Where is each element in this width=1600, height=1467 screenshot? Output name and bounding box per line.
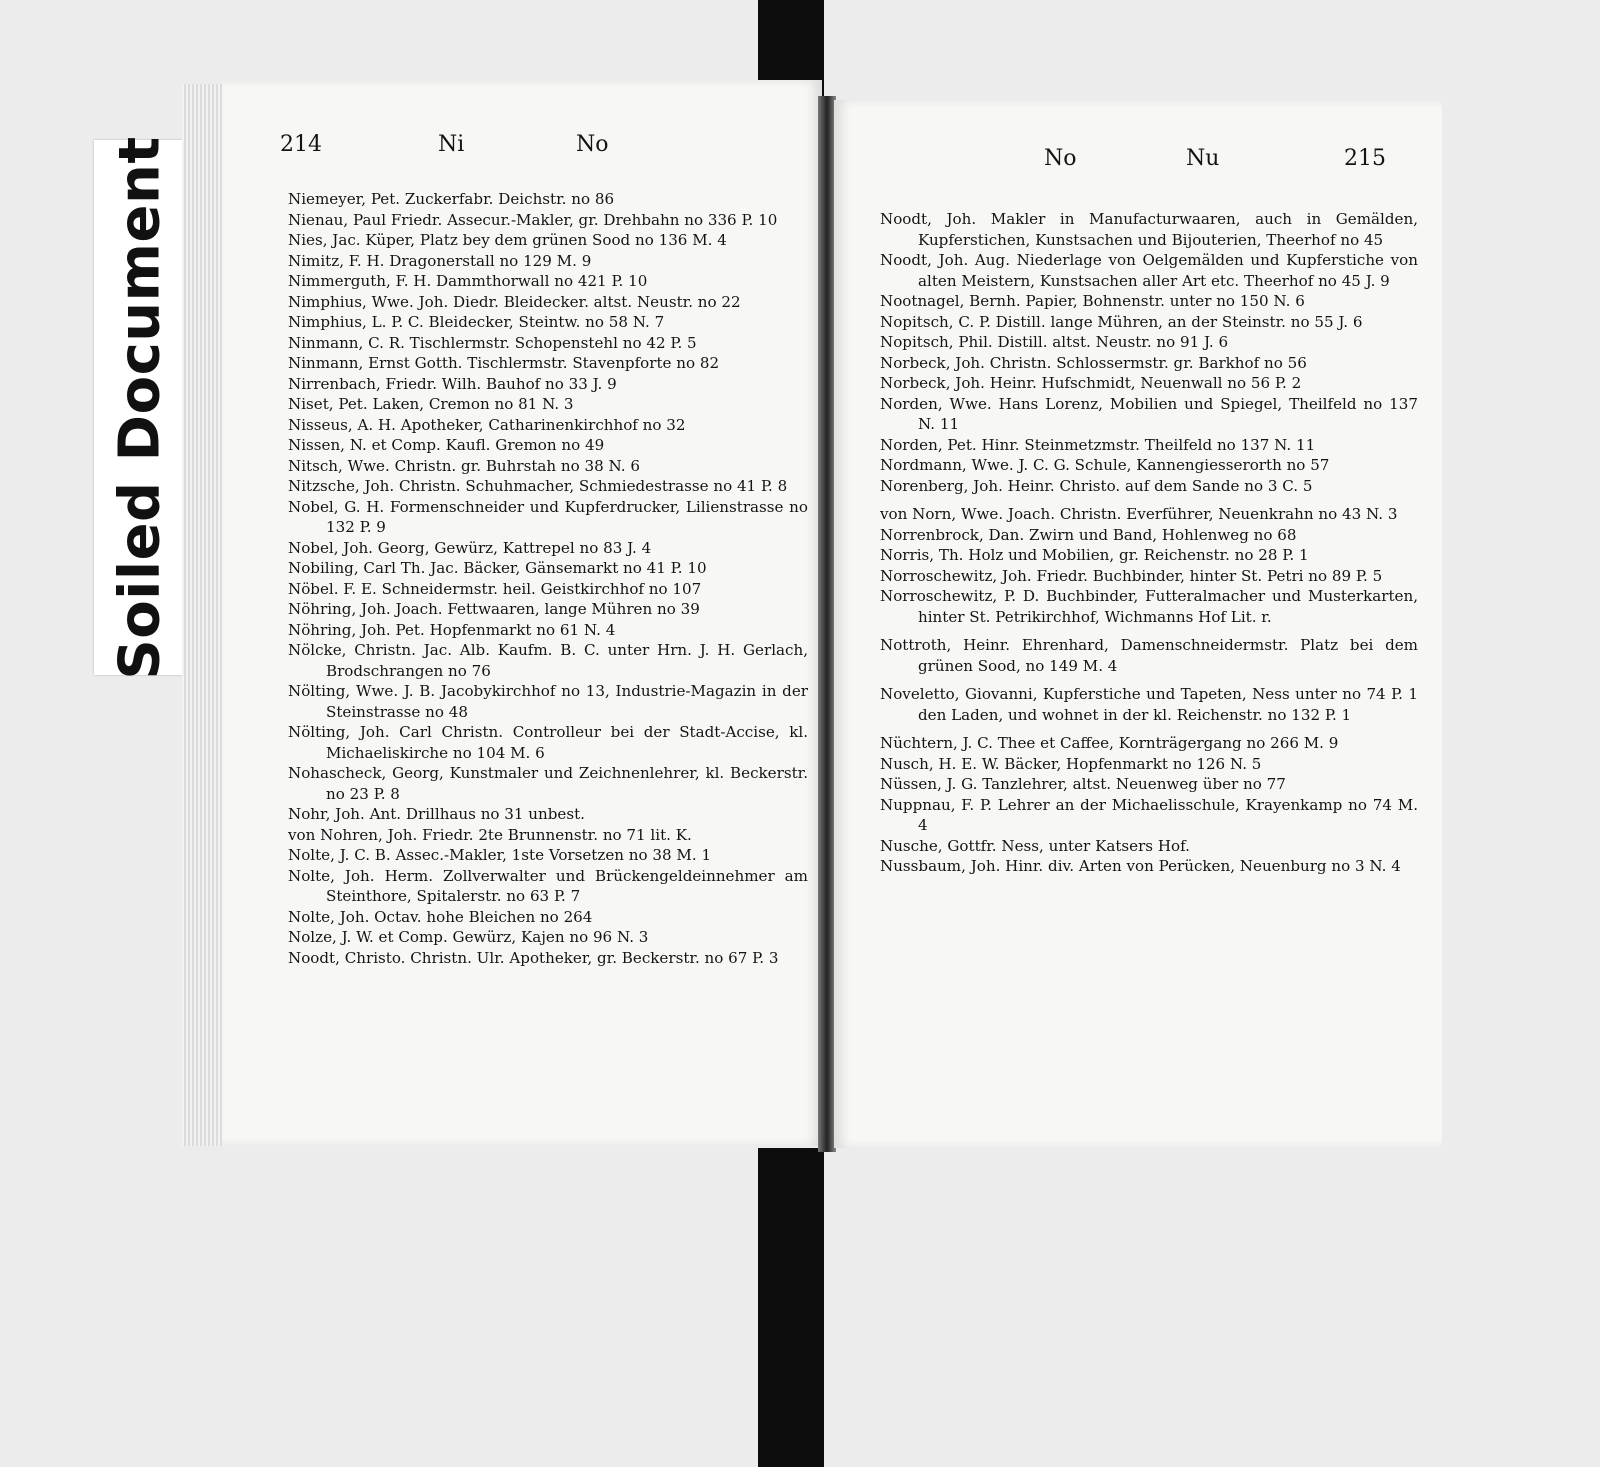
directory-entry: Norroschewitz, P. D. Buchbinder, Futteralmacher und Musterkarten, hinter St. Petrikirchhof, Wichmanns Hof Lit. r. — [880, 587, 1418, 626]
directory-entry: Nussbaum, Joh. Hinr. div. Arten von Perücken, Neuenburg no 3 N. 4 — [880, 857, 1401, 875]
left-page — [222, 80, 822, 1146]
directory-entry: Nölting, Wwe. J. B. Jacobykirchhof no 13, Industrie-Magazin in der Steinstrasse no 48 — [288, 682, 808, 721]
directory-entry: Nolte, Joh. Herm. Zollverwalter und Brückengeldeinnehmer am Steinthore, Spitalerstr. no 63 P. 7 — [288, 866, 808, 905]
left-header-to: No — [576, 132, 609, 157]
right-page-header — [834, 146, 1442, 192]
right-header-to: Nu — [1186, 146, 1220, 171]
right-header-from: No — [1044, 146, 1077, 171]
left-header-from: Ni — [438, 132, 465, 157]
directory-entry: Nöhring, Joh. Pet. Hopfenmarkt no 61 N. 4 — [288, 620, 616, 639]
directory-entry: Nolte, J. C. B. Assec.-Makler, 1ste Vorsetzen no 38 M. 1 — [288, 846, 712, 864]
directory-entry: Nootnagel, Bernh. Papier, Bohnenstr. unter no 150 N. 6 — [880, 292, 1305, 310]
directory-entry: Nottroth, Heinr. Ehrenhard, Damenschneidermstr. Platz bei dem grünen Sood, no 149 M. 4 — [880, 636, 1418, 675]
directory-entry: Nienau, Paul Friedr. Assecur.-Makler, gr. Drehbahn no 336 P. 10 — [288, 210, 778, 229]
directory-entry: Nimphius, Wwe. Joh. Diedr. Bleidecker. altst. Neustr. no 22 — [288, 292, 741, 311]
directory-entry: Nies, Jac. Küper, Platz bey dem grünen Sood no 136 M. 4 — [288, 231, 727, 249]
directory-entry: Nölcke, Christn. Jac. Alb. Kaufm. B. C. unter Hrn. J. H. Gerlach, Brodschrangen no 76 — [288, 641, 808, 680]
directory-entry: Noodt, Joh. Makler in Manufacturwaaren, auch in Gemälden, Kupferstichen, Kunstsachen und Bijouterien, Theerhof no 45 — [880, 210, 1418, 249]
directory-entry: Nirrenbach, Friedr. Wilh. Bauhof no 33 J. 9 — [288, 374, 617, 393]
directory-entry: Nobiling, Carl Th. Jac. Bäcker, Gänsemarkt no 41 P. 10 — [288, 559, 707, 577]
directory-entry: Nobel, Joh. Georg, Gewürz, Kattrepel no 83 J. 4 — [288, 538, 652, 557]
directory-entry: Nohascheck, Georg, Kunstmaler und Zeichnenlehrer, kl. Beckerstr. no 23 P. 8 — [288, 764, 808, 803]
directory-entry: Nöhring, Joh. Joach. Fettwaaren, lange Mühren no 39 — [288, 600, 700, 618]
directory-entry: Nohr, Joh. Ant. Drillhaus no 31 unbest. — [288, 805, 585, 823]
directory-entry: Nolte, Joh. Octav. hohe Bleichen no 264 — [288, 907, 593, 926]
right-page-number: 215 — [1344, 146, 1386, 171]
directory-entry: Ninmann, Ernst Gotth. Tischlermstr. Stavenpforte no 82 — [288, 354, 720, 372]
directory-entry: Nimitz, F. H. Dragonerstall no 129 M. 9 — [288, 251, 592, 270]
directory-entry: Norden, Pet. Hinr. Steinmetzmstr. Theilfeld no 137 N. 11 — [880, 435, 1316, 454]
right-page — [834, 100, 1442, 1148]
directory-entry: Norbeck, Joh. Heinr. Hufschmidt, Neuenwall no 56 P. 2 — [880, 374, 1302, 392]
directory-entry: Nisseus, A. H. Apotheker, Catharinenkirchhof no 32 — [288, 415, 686, 434]
left-page-number: 214 — [280, 132, 322, 157]
directory-entry: Nimmerguth, F. H. Dammthorwall no 421 P. 10 — [288, 272, 648, 290]
directory-entry: Norden, Wwe. Hans Lorenz, Mobilien und Spiegel, Theilfeld no 137 N. 11 — [880, 394, 1418, 433]
directory-entry: Noodt, Joh. Aug. Niederlage von Oelgemälden und Kupferstiche von alten Meistern, Kunstsachen aller Art etc. Theerhof no 45 J. 9 — [880, 251, 1418, 290]
directory-entry: von Norn, Wwe. Joach. Christn. Everführer, Neuenkrahn no 43 N. 3 — [880, 505, 1398, 523]
directory-entry: Ninmann, C. R. Tischlermstr. Schopenstehl no 42 P. 5 — [288, 333, 697, 352]
directory-entry: Niemeyer, Pet. Zuckerfabr. Deichstr. no 86 — [288, 190, 615, 208]
directory-entry: Nimphius, L. P. C. Bleidecker, Steintw. no 58 N. 7 — [288, 313, 665, 331]
directory-entry: Nopitsch, Phil. Distill. altst. Neustr. no 91 J. 6 — [880, 333, 1229, 351]
directory-entry: von Nohren, Joh. Friedr. 2te Brunnenstr. no 71 lit. K. — [288, 825, 692, 844]
directory-entry: Nobel, G. H. Formenschneider und Kupferdrucker, Lilienstrasse no 132 P. 9 — [288, 497, 808, 536]
label-text: Soiled Document — [107, 135, 173, 680]
directory-entry: Norenberg, Joh. Heinr. Christo. auf dem Sande no 3 C. 5 — [880, 476, 1313, 495]
directory-entry: Noveletto, Giovanni, Kupferstiche und Tapeten, Ness unter no 74 P. 1 den Laden, und wohnet in der kl. Reichenstr. no 132 P. 1 — [880, 685, 1418, 724]
directory-entry: Nissen, N. et Comp. Kaufl. Gremon no 49 — [288, 436, 605, 454]
directory-entry: Nusch, H. E. W. Bäcker, Hopfenmarkt no 126 N. 5 — [880, 754, 1262, 773]
directory-entry: Nolze, J. W. et Comp. Gewürz, Kajen no 96 N. 3 — [288, 928, 649, 946]
page-stack-edge — [182, 84, 227, 1146]
directory-entry: Nitsch, Wwe. Christn. gr. Buhrstah no 38 N. 6 — [288, 456, 640, 475]
directory-entry: Norris, Th. Holz und Mobilien, gr. Reichenstr. no 28 P. 1 — [880, 546, 1309, 564]
directory-entry: Norbeck, Joh. Christn. Schlossermstr. gr. Barkhof no 56 — [880, 353, 1307, 372]
directory-entry: Niset, Pet. Laken, Cremon no 81 N. 3 — [288, 395, 574, 413]
left-entry-list — [288, 189, 808, 968]
directory-entry: Nuppnau, F. P. Lehrer an der Michaelisschule, Krayenkamp no 74 M. 4 — [880, 795, 1418, 834]
right-entry-list — [880, 209, 1418, 877]
directory-entry: Nordmann, Wwe. J. C. G. Schule, Kannengiesserorth no 57 — [880, 456, 1330, 474]
directory-entry: Nusche, Gottfr. Ness, unter Katsers Hof. — [880, 836, 1190, 855]
directory-entry: Nopitsch, C. P. Distill. lange Mühren, an der Steinstr. no 55 J. 6 — [880, 312, 1363, 331]
directory-entry: Norrenbrock, Dan. Zwirn und Band, Hohlenweg no 68 — [880, 525, 1297, 544]
directory-entry: Nölting, Joh. Carl Christn. Controlleur bei der Stadt-Accise, kl. Michaeliskirche no 104 M. 6 — [288, 723, 808, 762]
soiled-document-label — [94, 135, 186, 680]
left-page-header — [222, 132, 822, 172]
directory-entry: Nöbel. F. E. Schneidermstr. heil. Geistkirchhof no 107 — [288, 579, 702, 598]
directory-entry: Nüssen, J. G. Tanzlehrer, altst. Neuenweg über no 77 — [880, 775, 1286, 793]
directory-entry: Noodt, Christo. Christn. Ulr. Apotheker, gr. Beckerstr. no 67 P. 3 — [288, 948, 779, 967]
directory-entry: Nüchtern, J. C. Thee et Caffee, Kornträgergang no 266 M. 9 — [880, 734, 1339, 752]
directory-entry: Nitzsche, Joh. Christn. Schuhmacher, Schmiedestrasse no 41 P. 8 — [288, 477, 788, 495]
binding-tape-bottom — [758, 1148, 824, 1467]
directory-entry: Norroschewitz, Joh. Friedr. Buchbinder, hinter St. Petri no 89 P. 5 — [880, 566, 1383, 585]
